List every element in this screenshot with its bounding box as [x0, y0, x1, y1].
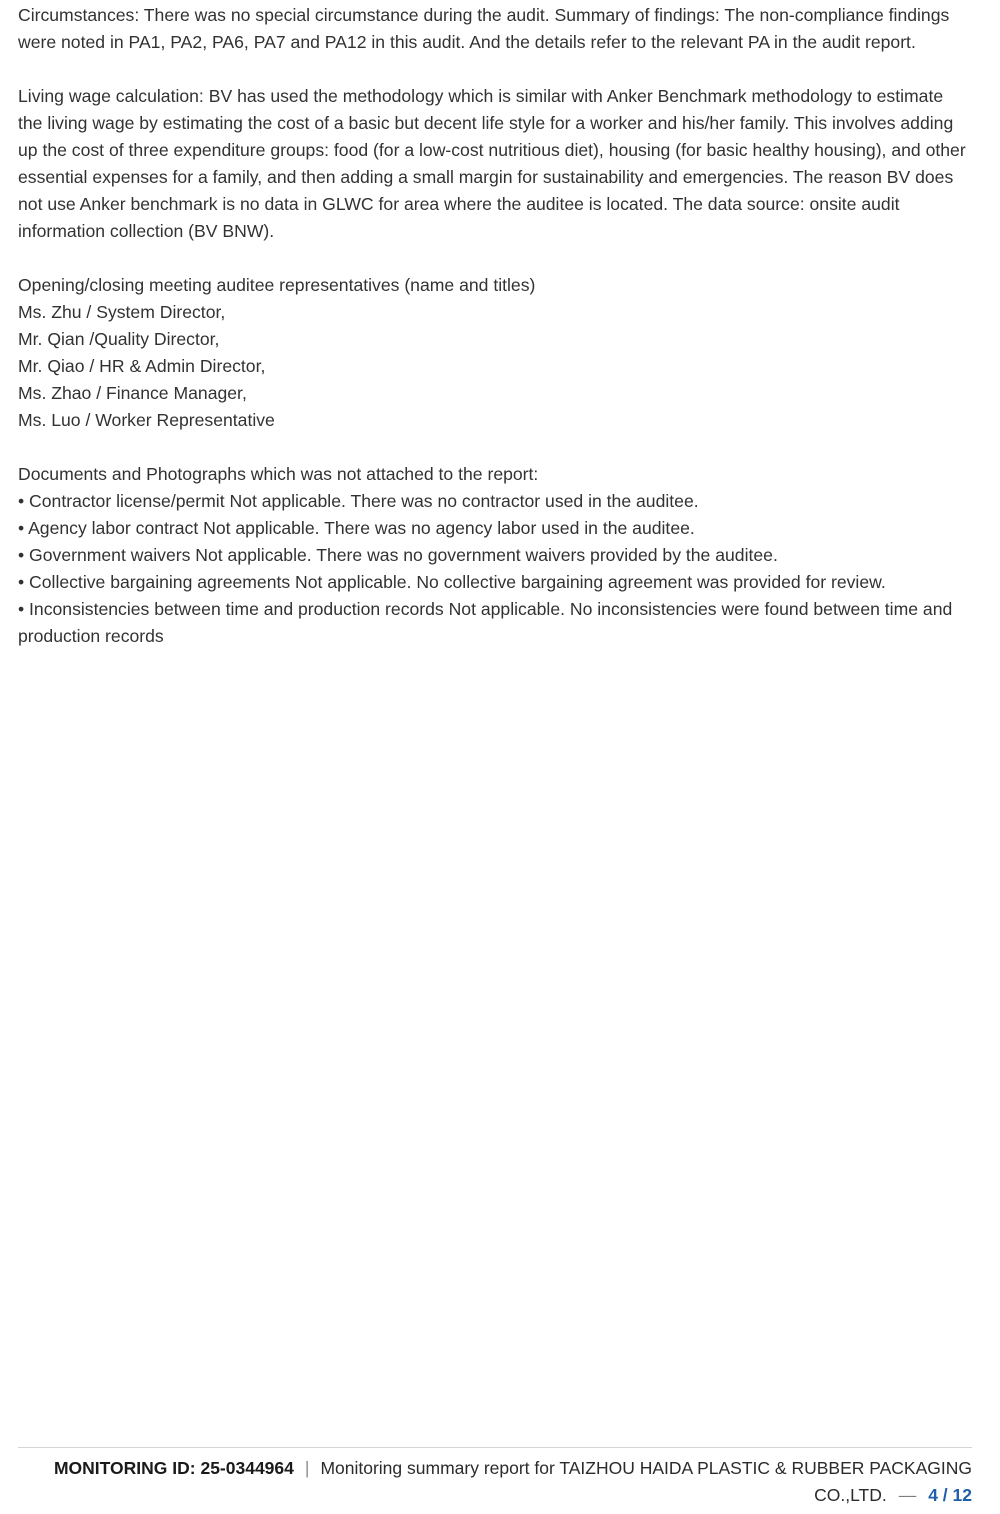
documents-heading: Documents and Photographs which was not attached to the report: [18, 464, 539, 484]
report-page-content [18, 2, 970, 650]
page-number: 4 / 12 [928, 1485, 972, 1505]
documents-section [18, 461, 970, 650]
document-bullet-item: • Collective bargaining agreements Not applicable. No collective bargaining agreement was provided for review. [18, 572, 886, 592]
document-bullet-item: • Contractor license/permit Not applicable. There was no contractor used in the auditee. [18, 491, 699, 511]
monitoring-id: MONITORING ID: 25-0344964 [53, 1458, 294, 1478]
living-wage-paragraph: Living wage calculation: BV has used the methodology which is similar with Anker Benchmark methodology to estimate the living wage by estimating the cost of a basic but decent life style for a worker and his/her family. This involves adding up the cost of three expenditure groups: food (for a low-cost nutritious diet), housing (for basic healthy housing), and other essential expenses for a family, and then adding a small margin for sustainability and emergencies. The reason BV does not use Anker benchmark is no data in GLWC for area where the auditee is located. The data source: onsite audit information collection (BV BNW). [18, 86, 966, 241]
representatives-section [18, 272, 970, 434]
representative-item: Mr. Qian /Quality Director, [18, 329, 220, 349]
document-bullet-item: • Agency labor contract Not applicable. There was no agency labor used in the auditee. [18, 518, 695, 538]
representative-item: Mr. Qiao / HR & Admin Director, [18, 356, 266, 376]
footer-separator: | [304, 1458, 310, 1478]
footer-dash: — [898, 1485, 917, 1505]
representatives-heading: Opening/closing meeting auditee representatives (name and titles) [18, 275, 536, 295]
representative-item: Ms. Luo / Worker Representative [18, 410, 275, 430]
document-bullet-item: • Inconsistencies between time and production records Not applicable. No inconsistencies were found between time and production records [18, 599, 953, 646]
representative-item: Ms. Zhao / Finance Manager, [18, 383, 247, 403]
page-footer [18, 1447, 972, 1509]
circumstances-paragraph: Circumstances: There was no special circumstance during the audit. Summary of findings: The non-compliance findings were noted in PA1, PA2, PA6, PA7 and PA12 in this audit. And the details refer to the relevant PA in the audit report. [18, 5, 950, 52]
footer-report-title: Monitoring summary report for TAIZHOU HAIDA PLASTIC & RUBBER PACKAGING CO.,LTD. [320, 1458, 972, 1505]
document-bullet-item: • Government waivers Not applicable. There was no government waivers provided by the auditee. [18, 545, 778, 565]
representative-item: Ms. Zhu / System Director, [18, 302, 226, 322]
